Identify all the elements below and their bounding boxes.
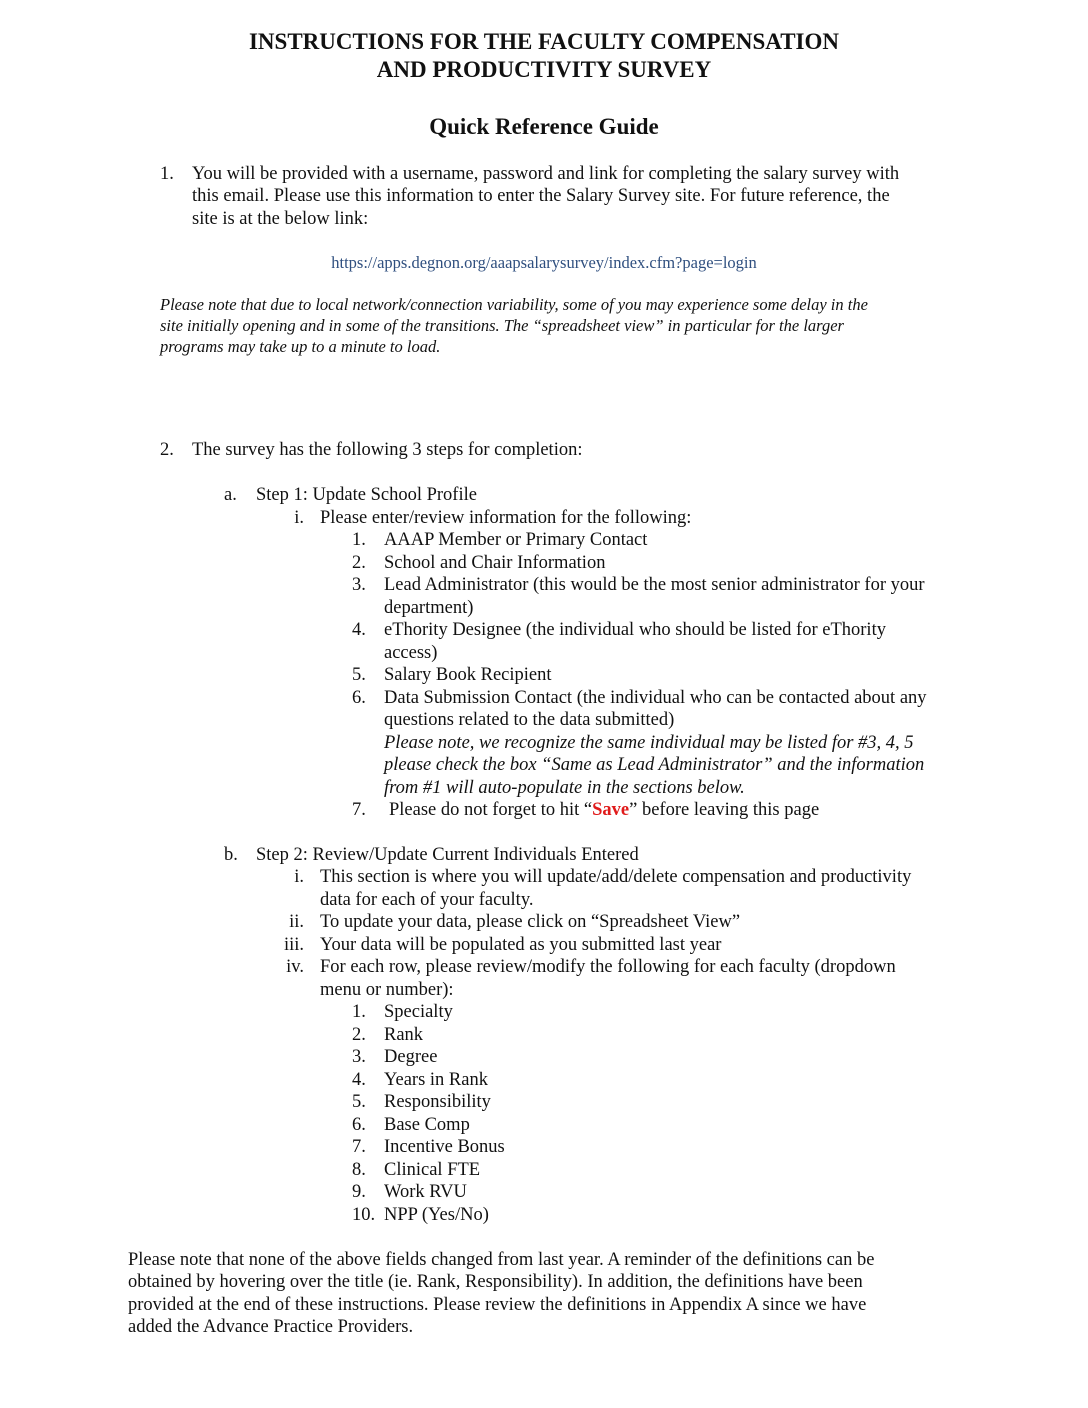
same-individual-note: Please note, we recognize the same individual may be listed for #3, 4, 5 [384, 733, 914, 753]
field-marker: 2. [352, 1025, 366, 1045]
definitions-note-line: provided at the end of these instructions. Please review the definitions in Appendix A since we have [128, 1295, 867, 1315]
profile-item-data-submission: questions related to the data submitted) [384, 710, 675, 730]
profile-item-ethority-designee: eThority Designee (the individual who should be listed for eThority [384, 620, 886, 640]
field-marker: 1. [352, 1002, 366, 1022]
field-rank: Rank [384, 1025, 424, 1045]
step-b-sub-marker: iii. [283, 935, 304, 955]
field-marker: 8. [352, 1160, 366, 1180]
step-b-sub-marker: ii. [289, 912, 304, 932]
step-b-sub-marker: iv. [286, 957, 304, 977]
field-marker: 9. [352, 1182, 366, 1202]
same-individual-note: please check the box “Same as Lead Administrator” and the information [384, 755, 925, 775]
step-b-sub-text: Your data will be populated as you submitted last year [320, 935, 722, 955]
survey-login-link[interactable]: https://apps.degnon.org/aaapsalarysurvey/index.cfm?page=login [331, 253, 757, 272]
profile-item-marker: 6. [352, 688, 366, 708]
field-marker: 4. [352, 1070, 366, 1090]
save-reminder-text: Please do not forget to hit “ [389, 800, 593, 820]
step-b-sub-marker: i. [294, 867, 304, 887]
field-marker: 7. [352, 1137, 366, 1157]
profile-item-salary-book: Salary Book Recipient [384, 665, 552, 685]
definitions-note-line: added the Advance Practice Providers. [128, 1317, 414, 1337]
document-title-line-2: AND PRODUCTIVITY SURVEY [376, 57, 712, 82]
step-b-sub-text: For each row, please review/modify the following for each faculty (dropdown [320, 957, 896, 977]
document-title-line-1: INSTRUCTIONS FOR THE FACULTY COMPENSATION [248, 29, 839, 54]
field-marker: 6. [352, 1115, 366, 1135]
step-a-sub-i-text: Please enter/review information for the following: [320, 508, 692, 528]
item-1-marker: 1. [160, 164, 174, 184]
same-individual-note: from #1 will auto-populate in the sections below. [384, 778, 745, 798]
field-marker: 3. [352, 1047, 366, 1067]
item-1-line: You will be provided with a username, password and link for completing the salary survey with [192, 164, 900, 184]
connection-note-line: Please note that due to local network/connection variability, some of you may experience some delay in the [160, 295, 868, 314]
profile-item-marker: 2. [352, 553, 366, 573]
item-1-line: site is at the below link: [192, 209, 369, 229]
profile-item-school-chair: School and Chair Information [384, 553, 606, 573]
definitions-note-line: Please note that none of the above fields changed from last year. A reminder of the definitions can be [128, 1250, 875, 1270]
step-b-text: Step 2: Review/Update Current Individuals Entered [256, 845, 639, 865]
step-b-sub-text: To update your data, please click on “Spreadsheet View” [320, 912, 741, 932]
save-keyword: Save [592, 800, 630, 820]
field-base-comp: Base Comp [384, 1115, 470, 1135]
profile-item-marker: 7. [352, 800, 366, 820]
connection-note-line: programs may take up to a minute to load. [160, 337, 441, 356]
step-a-sub-i-marker: i. [294, 508, 304, 528]
save-reminder-text: ” before leaving this page [629, 800, 820, 820]
field-clinical-fte: Clinical FTE [384, 1160, 481, 1180]
field-marker: 5. [352, 1092, 366, 1112]
field-incentive-bonus: Incentive Bonus [384, 1137, 505, 1157]
field-degree: Degree [384, 1047, 438, 1067]
step-b-sub-text: data for each of your faculty. [320, 890, 534, 910]
document-subtitle: Quick Reference Guide [429, 114, 659, 139]
profile-item-lead-administrator: Lead Administrator (this would be the most senior administrator for your [384, 575, 925, 595]
definitions-note-line: obtained by hovering over the title (ie. Rank, Responsibility). In addition, the definitions have been [128, 1272, 863, 1292]
step-a-marker: a. [224, 485, 237, 505]
profile-item-ethority-designee: access) [384, 643, 438, 663]
profile-item-marker: 1. [352, 530, 366, 550]
item-2-marker: 2. [160, 440, 174, 460]
profile-item-data-submission: Data Submission Contact (the individual who can be contacted about any [384, 688, 927, 708]
profile-item-marker: 5. [352, 665, 366, 685]
field-marker: 10. [352, 1205, 376, 1225]
field-years-in-rank: Years in Rank [384, 1070, 488, 1090]
field-responsibility: Responsibility [384, 1092, 491, 1112]
step-b-marker: b. [224, 845, 238, 865]
save-reminder [389, 799, 819, 822]
field-npp: NPP (Yes/No) [384, 1205, 489, 1225]
profile-item-marker: 3. [352, 575, 366, 595]
item-2-text: The survey has the following 3 steps for completion: [192, 440, 583, 460]
step-b-sub-text: This section is where you will update/add/delete compensation and productivity [320, 867, 912, 887]
field-specialty: Specialty [384, 1002, 453, 1022]
field-work-rvu: Work RVU [384, 1182, 467, 1202]
item-1-line: this email. Please use this information to enter the Salary Survey site. For future reference, the [192, 186, 890, 206]
connection-note-line: site initially opening and in some of the transitions. The “spreadsheet view” in particular for the larger [160, 316, 844, 335]
profile-item-marker: 4. [352, 620, 366, 640]
profile-item-lead-administrator: department) [384, 598, 474, 618]
step-b-sub-text: menu or number): [320, 980, 454, 1000]
profile-item-primary-contact: AAAP Member or Primary Contact [384, 530, 648, 550]
step-a-text: Step 1: Update School Profile [256, 485, 477, 505]
